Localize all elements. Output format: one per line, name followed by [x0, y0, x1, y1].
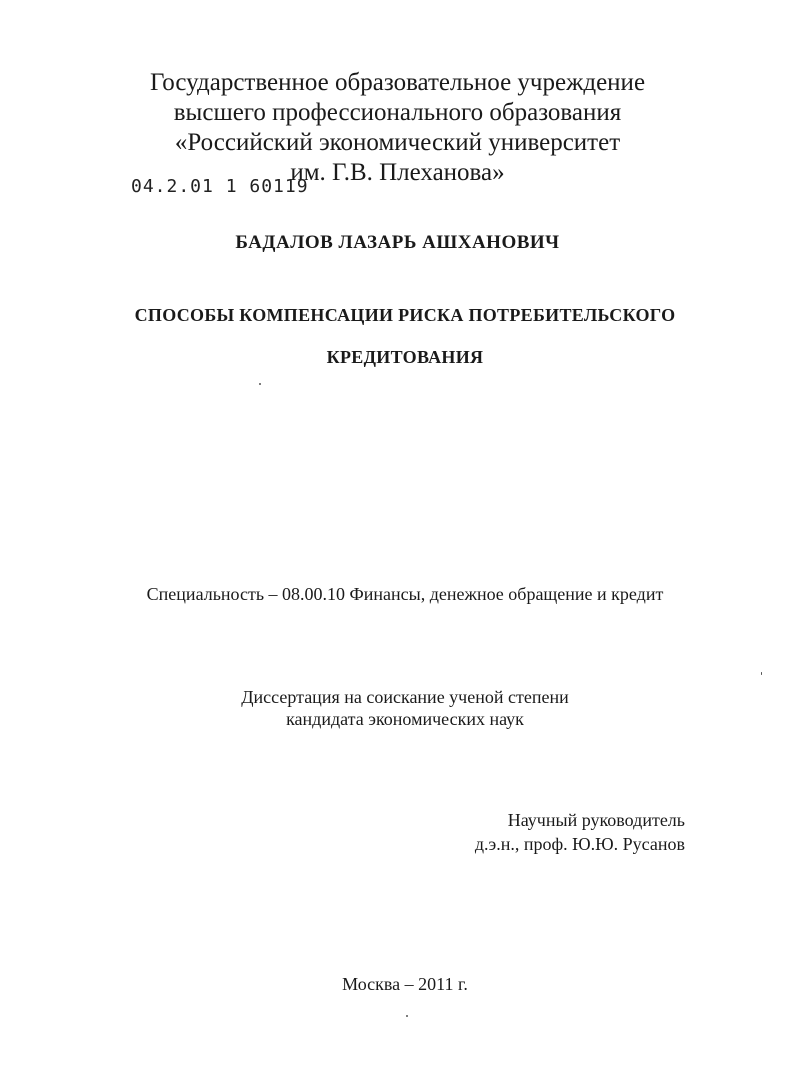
institution-block	[0, 68, 795, 188]
advisor-block	[475, 808, 685, 856]
dissertation-title	[0, 294, 795, 378]
degree-line: Диссертация на соискание ученой степени	[241, 687, 569, 707]
title-line: КРЕДИТОВАНИЯ	[326, 347, 484, 367]
degree-line: кандидата экономических наук	[286, 709, 524, 729]
degree-block	[0, 686, 795, 730]
city-year: Москва – 2011 г.	[342, 974, 468, 994]
title-line: СПОСОБЫ КОМПЕНСАЦИИ РИСКА ПОТРЕБИТЕЛЬСКОГО	[134, 305, 676, 325]
advisor-name: д.э.н., проф. Ю.Ю. Русанов	[474, 834, 685, 854]
institution-line: высшего профессионального образования	[173, 99, 622, 126]
scan-speck	[406, 1015, 408, 1017]
scan-speck	[259, 383, 261, 385]
specialty-line: Специальность – 08.00.10 Финансы, денежное обращение и кредит	[146, 584, 664, 604]
author-name: БАДАЛОВ ЛАЗАРЬ АШХАНОВИЧ	[235, 232, 560, 253]
institution-line: Государственное образовательное учреждение	[149, 69, 646, 96]
advisor-label: Научный руководитель	[507, 810, 685, 830]
institution-line: им. Г.В. Плеханова»	[290, 159, 505, 186]
registration-stamp: 04.2.01 1 60119	[131, 176, 309, 197]
institution-line: «Российский экономический университет	[174, 129, 621, 156]
scan-speck	[761, 672, 762, 675]
